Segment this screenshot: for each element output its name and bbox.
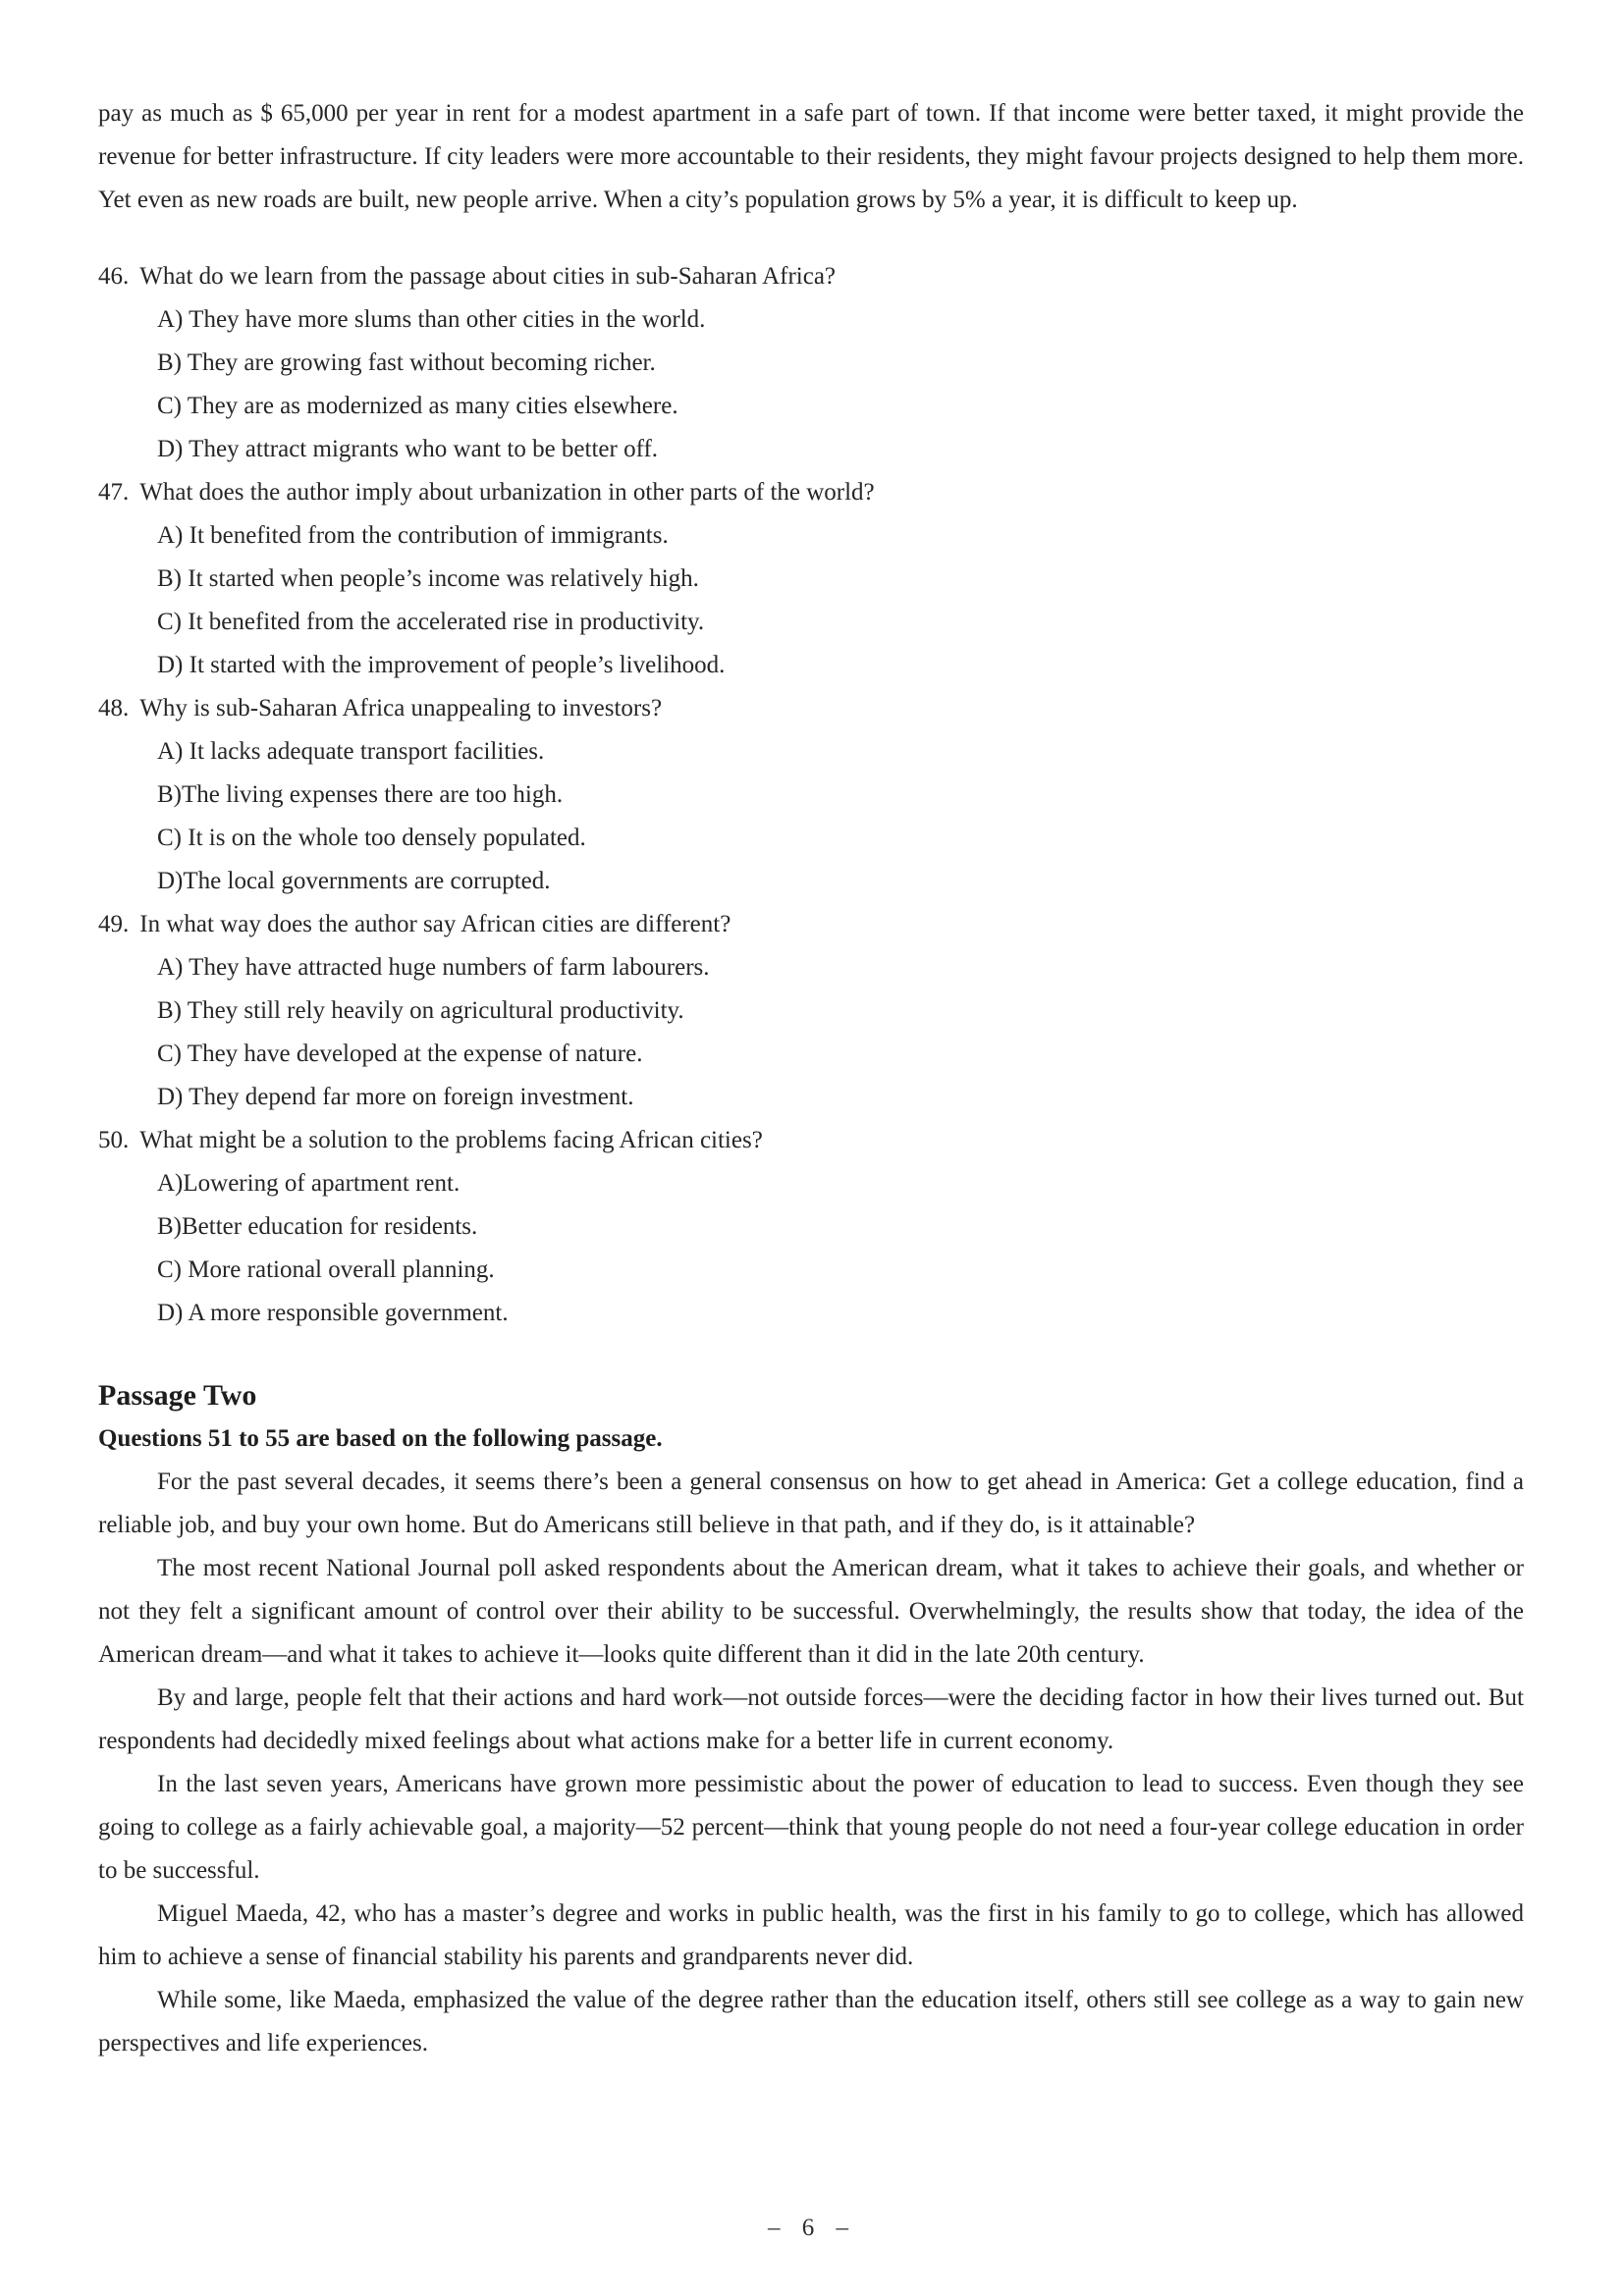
option-d: D) They depend far more on foreign investment.: [157, 1084, 634, 1110]
option-b: B)The living expenses there are too high.: [157, 781, 564, 808]
question-number: 47.: [98, 479, 130, 506]
question-line: [98, 255, 1524, 298]
passage-paragraph-5: Miguel Maeda, 42, who has a master’s degree and works in public health, was the first in his family to go to college, which has allowed him to achieve a sense of financial stability his parents and grandparents never did.: [98, 1900, 1524, 1970]
option-a: A) It lacks adequate transport facilities.: [157, 738, 545, 765]
option-c: C) More rational overall planning.: [157, 1256, 495, 1283]
question-50: [98, 1119, 1524, 1335]
option-b: B)Better education for residents.: [157, 1213, 478, 1240]
option-c: C) They are as modernized as many cities elsewhere.: [157, 393, 678, 419]
question-number: 48.: [98, 695, 130, 721]
question-text: Why is sub-Saharan Africa unappealing to investors?: [139, 695, 663, 721]
passage-paragraph-4: In the last seven years, Americans have grown more pessimistic about the power of education to lead to success. Even though they see going to college as a fairly achievable goal, a majority—52 percent—think that young people do not need a four-year college education in order to be successful.: [98, 1771, 1524, 1884]
question-line: [98, 687, 1524, 730]
option-d: D) They attract migrants who want to be better off.: [157, 436, 659, 462]
passage-two-instruction: Questions 51 to 55 are based on the following passage.: [98, 1425, 663, 1452]
intro-paragraph: pay as much as $ 65,000 per year in rent for a modest apartment in a safe part of town. If that income were better taxed, it might provide the revenue for better infrastructure. If city leaders were more accountable to their residents, they might favour projects designed to help them more. Yet even as new roads are built, new people arrive. When a city’s population grows by 5% a year, it is difficult to keep up.: [98, 100, 1524, 213]
option-a: A) They have attracted huge numbers of farm labourers.: [157, 954, 710, 981]
question-48: [98, 687, 1524, 903]
question-47: [98, 471, 1524, 687]
option-a: A)Lowering of apartment rent.: [157, 1170, 460, 1197]
question-number: 50.: [98, 1127, 130, 1153]
page-number-footer: – 6 –: [768, 2215, 856, 2241]
option-c: C) They have developed at the expense of nature.: [157, 1041, 643, 1067]
option-b: B) It started when people’s income was relatively high.: [157, 565, 699, 592]
question-text: What do we learn from the passage about cities in sub-Saharan Africa?: [139, 263, 837, 290]
option-d: D) A more responsible government.: [157, 1300, 509, 1326]
questions-section: [98, 255, 1524, 1335]
option-d: D)The local governments are corrupted.: [157, 868, 551, 894]
passage-paragraph-1: For the past several decades, it seems there’s been a general consensus on how to get ahead in America: Get a college education, find a reliable job, and buy your own home. But do Americans still believe in that path, and if they do, is it attainable?: [98, 1468, 1524, 1538]
question-line: [98, 1119, 1524, 1162]
passage-paragraph-2: The most recent National Journal poll asked respondents about the American dream, what it takes to achieve their goals, and whether or not they felt a significant amount of control over their ability to be successful. Overwhelmingly, the results show that today, the idea of the American dream—and what it takes to achieve it—looks quite different than it did in the late 20th century.: [98, 1555, 1524, 1668]
option-d: D) It started with the improvement of people’s livelihood.: [157, 652, 726, 678]
question-49: [98, 903, 1524, 1119]
option-c: C) It benefited from the accelerated rise in productivity.: [157, 609, 705, 635]
question-46: [98, 255, 1524, 471]
option-a: A) They have more slums than other cities in the world.: [157, 306, 706, 333]
option-b: B) They still rely heavily on agricultural productivity.: [157, 997, 684, 1024]
passage-paragraph-3: By and large, people felt that their actions and hard work—not outside forces—were the deciding factor in how their lives turned out. But respondents had decidedly mixed feelings about what actions make for a better life in current economy.: [98, 1684, 1524, 1754]
question-number: 49.: [98, 911, 130, 937]
question-text: In what way does the author say African cities are different?: [139, 911, 731, 937]
passage-paragraph-6: While some, like Maeda, emphasized the value of the degree rather than the education itself, others still see college as a way to gain new perspectives and life experiences.: [98, 1987, 1524, 2056]
question-number: 46.: [98, 263, 130, 290]
option-b: B) They are growing fast without becoming richer.: [157, 349, 656, 376]
question-line: [98, 471, 1524, 514]
option-a: A) It benefited from the contribution of immigrants.: [157, 522, 669, 549]
passage-two-heading: Passage Two: [98, 1379, 257, 1412]
question-text: What does the author imply about urbanization in other parts of the world?: [139, 479, 875, 506]
option-c: C) It is on the whole too densely populated.: [157, 825, 586, 851]
question-text: What might be a solution to the problems facing African cities?: [139, 1127, 763, 1153]
question-line: [98, 903, 1524, 946]
